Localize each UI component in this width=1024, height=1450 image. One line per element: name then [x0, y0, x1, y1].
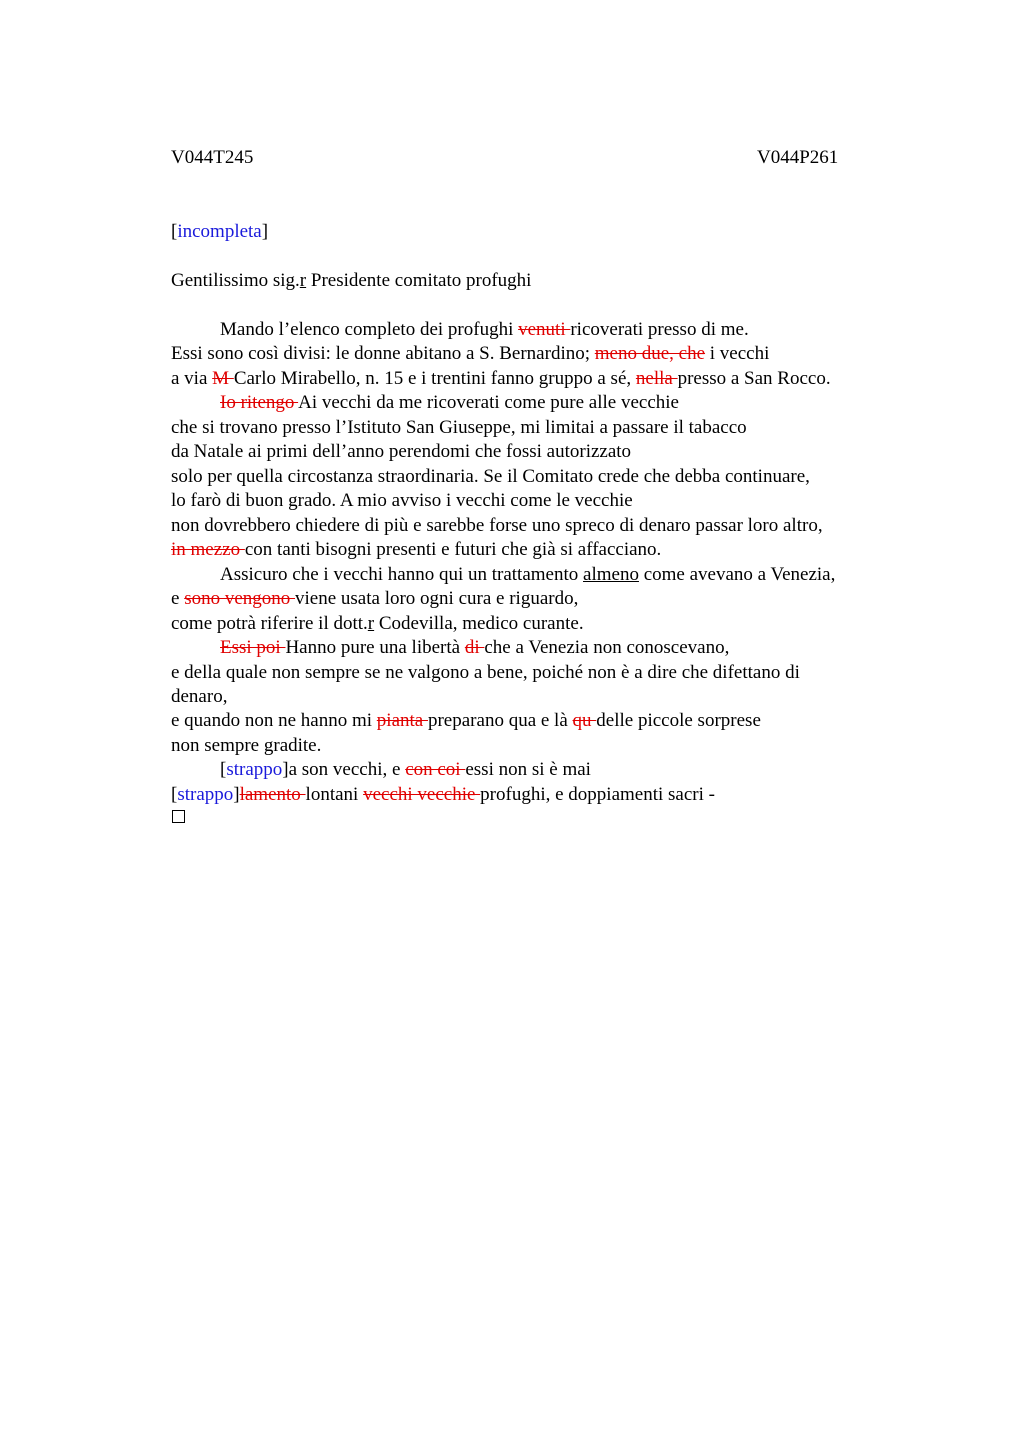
bracket-open: [ [171, 784, 178, 805]
text-segment: profughi, e doppiamenti sacri - [480, 784, 715, 805]
text-line-18: non sempre gradite. [171, 735, 322, 756]
text-line-3 [171, 367, 831, 391]
text-line-7: solo per quella circostanza straordinaria. Se il Comitato crede che debba continuare, [171, 466, 810, 487]
text-segment: ricoverati presso di me. [570, 319, 749, 340]
editorial-note-incomplete [171, 220, 268, 244]
text-segment: Essi sono così divisi: le donne abitano a S. Bernardino; [171, 343, 595, 364]
deleted-text: di [464, 637, 485, 658]
deleted-text: pianta [376, 710, 428, 731]
deleted-text: M [212, 368, 234, 389]
bracket-close: ] [233, 784, 240, 805]
deleted-text: meno due, che [594, 343, 706, 364]
abbreviation-mark: r [367, 613, 375, 634]
text-segment: e quando non ne hanno mi [171, 710, 377, 731]
salutation-pre: Gentilissimo sig. [171, 270, 300, 291]
text-line-10 [171, 538, 661, 562]
text-line-15: e della quale non sempre se ne valgono a bene, poiché non è a dire che difettano di [171, 662, 800, 683]
text-line-8: lo farò di buon grado. A mio avviso i vecchi come le vecchie [171, 490, 633, 511]
deleted-text: sono vengono [184, 588, 296, 609]
text-line-12 [171, 587, 578, 611]
text-line-9: non dovrebbero chiedere di più e sarebbe forse uno spreco di denaro passar loro altro, [171, 515, 823, 536]
salutation [171, 269, 531, 293]
text-segment: presso a San Rocco. [677, 368, 831, 389]
text-segment: viene usata loro ogni cura e riguardo, [295, 588, 579, 609]
document-code-left: V044T245 [171, 147, 254, 168]
text-segment: come avevano a Venezia, [638, 564, 836, 585]
text-segment: e [171, 588, 185, 609]
text-segment: delle piccole sorprese [596, 710, 761, 731]
text-segment: Assicuro che i vecchi hanno qui un trattamento [220, 564, 584, 585]
text-line-16: denaro, [171, 686, 228, 707]
text-line-2 [171, 342, 769, 366]
text-segment: a via [171, 368, 213, 389]
deleted-text: Io ritengo [220, 392, 299, 413]
text-segment: a son vecchi, e [288, 759, 406, 780]
document-code-right: V044P261 [757, 147, 839, 168]
text-line-5: che si trovano presso l’Istituto San Giuseppe, mi limitai a passare il tabacco [171, 417, 747, 438]
deleted-text: nella [635, 368, 678, 389]
text-segment: preparano qua e là [427, 710, 573, 731]
text-segment: Ai vecchi da me ricoverati come pure alle vecchie [298, 392, 679, 413]
text-segment: come potrà riferire il dott. [171, 613, 368, 634]
text-line-14 [220, 636, 729, 660]
text-segment: Carlo Mirabello, n. 15 e i trentini fanno gruppo a sé, [233, 368, 636, 389]
text-segment: che a Venezia non conoscevano, [484, 637, 730, 658]
text-line-1 [220, 318, 749, 342]
bracket-open: [ [171, 221, 178, 242]
deleted-text: Essi poi [220, 637, 286, 658]
bracket-open: [ [220, 759, 227, 780]
underlined-text: almeno [583, 564, 639, 585]
salutation-abbrev: r [299, 270, 307, 291]
deleted-text: in mezzo [171, 539, 245, 560]
deleted-text: con coi [405, 759, 466, 780]
text-line-4 [220, 391, 679, 415]
text-segment: lontani [305, 784, 364, 805]
deleted-text: qu [572, 710, 597, 731]
text-segment: essi non si è mai [465, 759, 591, 780]
bracket-close: ] [282, 759, 289, 780]
text-segment: Hanno pure una libertà [285, 637, 465, 658]
salutation-post: Presidente comitato profughi [306, 270, 532, 291]
text-line-11 [220, 563, 835, 587]
text-line-19 [220, 758, 591, 782]
text-segment: Mando l’elenco completo dei profughi [220, 319, 519, 340]
text-segment: i vecchi [705, 343, 770, 364]
deleted-text: venuti [518, 319, 571, 340]
text-line-20 [171, 783, 715, 807]
text-line-13 [171, 612, 584, 636]
deleted-text: lamento [239, 784, 306, 805]
editorial-label: incompleta [177, 221, 262, 242]
editorial-label: strappo [226, 759, 283, 780]
empty-checkbox-square [172, 810, 185, 823]
text-segment: Codevilla, medico curante. [374, 613, 584, 634]
deleted-text: vecchi vecchie [363, 784, 481, 805]
editorial-label: strappo [177, 784, 234, 805]
text-line-17 [171, 709, 761, 733]
bracket-close: ] [261, 221, 269, 242]
text-line-6: da Natale ai primi dell’anno perendomi che fossi autorizzato [171, 441, 632, 462]
text-segment: con tanti bisogni presenti e futuri che già si affacciano. [244, 539, 662, 560]
